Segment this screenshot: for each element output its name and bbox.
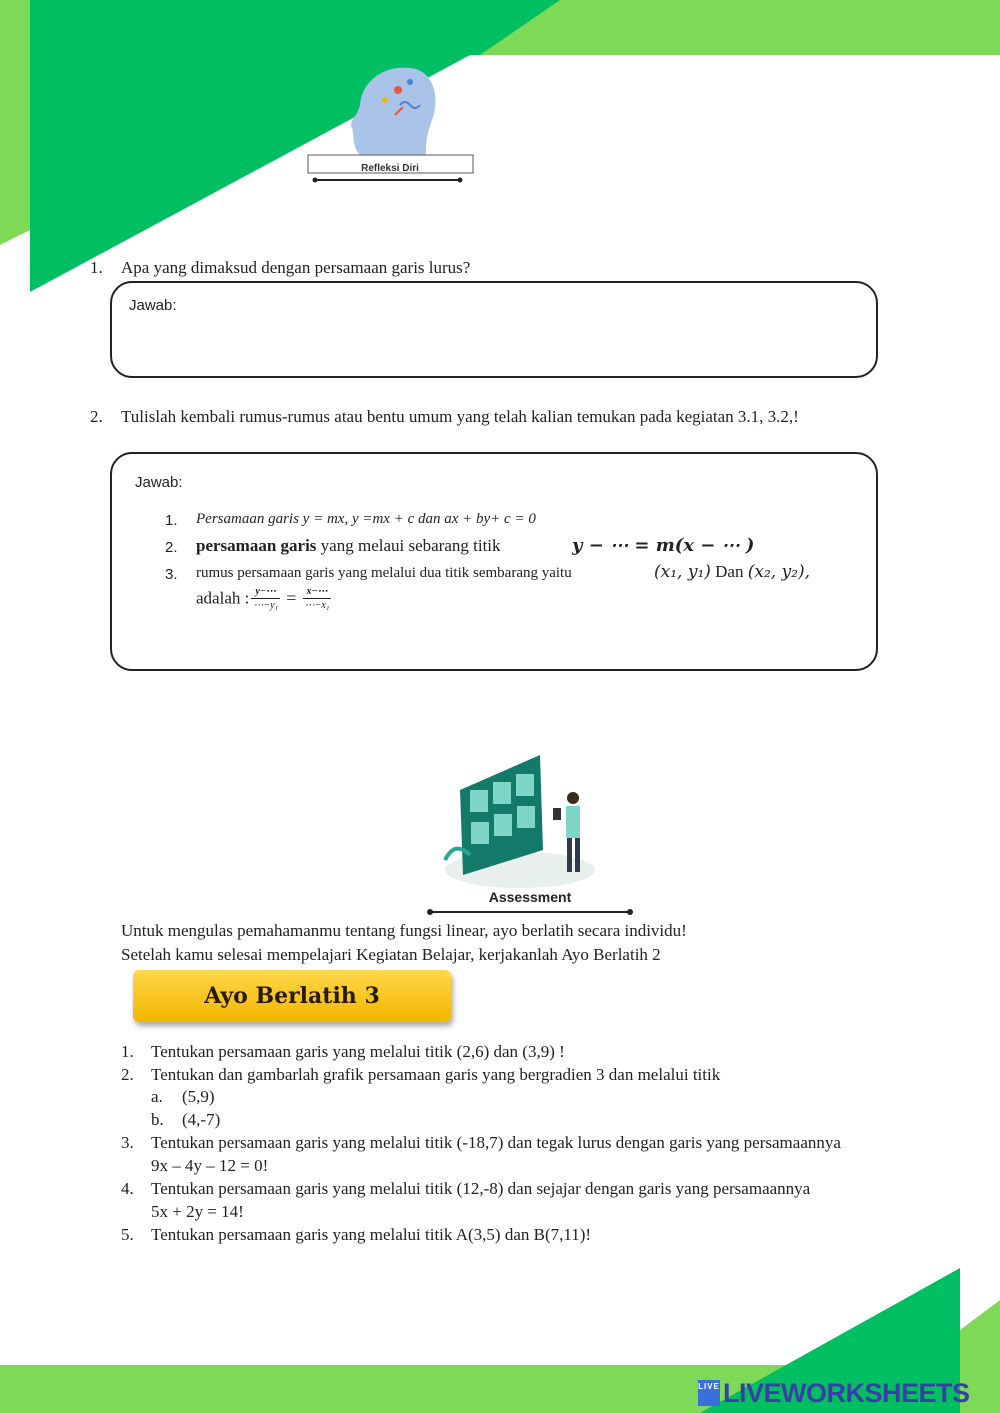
answer-item-3-text: rumus persamaan garis yang melalui dua titik sembarang yaitu xyxy=(196,565,572,581)
top-left-light-strip xyxy=(0,0,30,245)
top-right-light-band xyxy=(480,0,1000,55)
question-2-number: 2. xyxy=(90,407,103,426)
liveworksheets-brand: LIVEWORKSHEETS xyxy=(723,1378,970,1408)
reflection-illustration xyxy=(300,60,480,190)
reflection-label: Refleksi Diri xyxy=(361,163,419,174)
exercise-4-number: 4. xyxy=(121,1179,134,1198)
assessment-label: Assessment xyxy=(488,889,572,905)
liveworksheets-logo-icon: LIVE xyxy=(698,1380,720,1406)
exercise-5-text: Tentukan persamaan garis yang melalui titik A(3,5) dan B(7,11)! xyxy=(151,1225,592,1244)
exercise-3-equation: 9x – 4y – 12 = 0! xyxy=(151,1156,269,1175)
exercise-2a-letter: a. xyxy=(151,1087,163,1106)
dan-word: Dan xyxy=(715,562,744,581)
exercise-4-text: Tentukan persamaan garis yang melalui titik (12,-8) dan sejajar dengan garis yang persamaannya xyxy=(151,1179,811,1198)
assessment-intro-line-2: Setelah kamu selesai mempelajari Kegiatan Belajar, kerjakanlah Ayo Berlatih 2 xyxy=(121,945,661,964)
answer-item-2-bold: persamaan garis xyxy=(196,536,317,555)
fraction-2-denominator: ⋯−x₁ xyxy=(304,600,330,611)
adalah-word: adalah : xyxy=(196,588,250,608)
exercise-2-text: Tentukan dan gambarlah grafik persamaan garis yang bergradien 3 dan melalui titik xyxy=(151,1065,721,1084)
exercise-2b-text: (4,-7) xyxy=(182,1110,221,1129)
answer-box-2 xyxy=(110,452,878,671)
ayo-berlatih-button[interactable]: Ayo Berlatih 3 xyxy=(133,970,451,1022)
answer-item-1-text: Persamaan garis y = mx, y =mx + c dan ax + by+ c = 0 xyxy=(196,511,536,527)
exercise-3-text: Tentukan persamaan garis yang melalui titik (-18,7) dan tegak lurus dengan garis yang persamaannya xyxy=(151,1133,841,1152)
fraction-2 xyxy=(303,585,332,612)
question-2-text: Tulislah kembali rumus-rumus atau bentu umum yang telah kalian temukan pada kegiatan 3.1, 3.2,! xyxy=(121,407,799,426)
answer-item-2-formula: y − ⋯ = m(x − ⋯ ) xyxy=(572,535,755,556)
question-1-number: 1. xyxy=(90,258,103,277)
point-2: (x₂, y₂), xyxy=(747,562,811,582)
equals-sign: = xyxy=(286,588,297,608)
exercise-2-number: 2. xyxy=(121,1065,134,1084)
answer-item-3-formula xyxy=(196,585,333,612)
answer-item-3-points xyxy=(654,562,810,582)
liveworksheets-watermark[interactable] xyxy=(698,1378,998,1410)
fraction-2-numerator: x−⋯ xyxy=(303,585,332,599)
exercise-1-text: Tentukan persamaan garis yang melalui titik (2,6) dan (3,9) ! xyxy=(151,1042,565,1061)
exercise-2a-text: (5,9) xyxy=(182,1087,215,1106)
answer-item-1-number: 1. xyxy=(165,512,178,529)
answer-item-3-number: 3. xyxy=(165,566,178,583)
answer-box-1[interactable] xyxy=(110,281,878,378)
question-1-text: Apa yang dimaksud dengan persamaan garis lurus? xyxy=(121,258,471,277)
exercise-2b-letter: b. xyxy=(151,1110,164,1129)
answer-label-1: Jawab: xyxy=(129,297,177,314)
answer-item-2-line xyxy=(196,536,501,556)
point-1: (x₁, y₁) xyxy=(654,562,711,582)
exercise-5-number: 5. xyxy=(121,1225,134,1244)
fraction-1-numerator: y−⋯ xyxy=(251,585,280,599)
answer-item-2-number: 2. xyxy=(165,539,178,556)
fraction-1-denominator: ⋯−y₁ xyxy=(253,600,279,611)
exercise-4-equation: 5x + 2y = 14! xyxy=(151,1202,244,1221)
fraction-1 xyxy=(251,585,280,612)
answer-item-2-text: yang melaui sebarang titik xyxy=(316,536,501,555)
assessment-intro-line-1: Untuk mengulas pemahamanmu tentang fungsi linear, ayo berlatih secara individu! xyxy=(121,921,687,940)
assessment-illustration xyxy=(425,750,635,920)
exercise-1-number: 1. xyxy=(121,1042,134,1061)
exercise-3-number: 3. xyxy=(121,1133,134,1152)
answer-label-2: Jawab: xyxy=(135,474,183,491)
